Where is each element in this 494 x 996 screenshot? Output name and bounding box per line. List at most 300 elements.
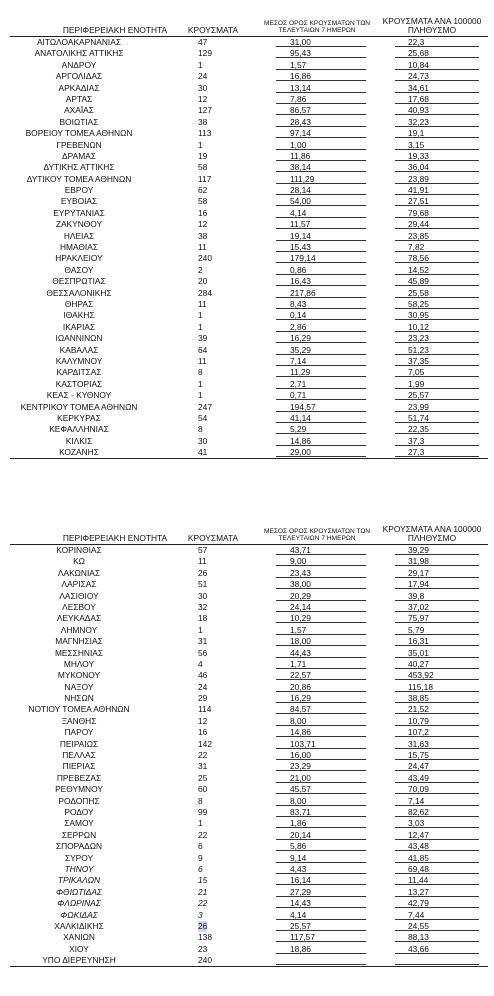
cases-cell: 51 (198, 579, 208, 590)
region-name-cell: ΕΒΡΟΥ (64, 185, 94, 196)
per100k-cell: 45,89 (395, 276, 479, 286)
table-row (10, 739, 488, 750)
avg7-cell: 24,14 (276, 602, 366, 612)
avg7-cell: 217,86 (276, 288, 366, 298)
table-row (10, 875, 488, 886)
avg7-cell: 9,00 (276, 556, 366, 566)
per100k-cell: 7,14 (395, 796, 479, 806)
per100k-cell: 3,15 (395, 140, 479, 150)
avg7-cell: 28,14 (276, 185, 366, 195)
cases-cell: 22 (198, 898, 208, 909)
region-name-cell: ΚΙΛΚΙΣ (65, 435, 93, 446)
table-row (10, 910, 488, 921)
cases-cell: 8 (198, 795, 203, 806)
region-name-cell: ΧΑΝΙΩΝ (63, 932, 95, 943)
region-name-cell: ΠΑΡΟΥ (64, 727, 94, 738)
cases-cell: 1 (198, 321, 203, 332)
avg7-cell: 86,57 (276, 105, 366, 115)
cases-cell: 16 (198, 727, 208, 738)
avg7-cell: 41,14 (276, 413, 366, 423)
avg7-cell: 16,00 (276, 750, 366, 760)
cases-table-part-1 (10, 0, 488, 459)
avg7-cell: 4,14 (276, 208, 366, 218)
cases-cell: 22 (198, 829, 208, 840)
avg7-cell: 7,86 (276, 94, 366, 104)
avg7-cell: 83,71 (276, 807, 366, 817)
per100k-cell: 37,35 (395, 356, 479, 366)
cases-table-part-2 (10, 508, 488, 967)
region-name-cell: ΑΙΤΩΛΟΑΚΑΡΝΑΝΙΑΣ (36, 37, 122, 47)
table-row (10, 568, 488, 579)
avg7-cell (276, 955, 366, 965)
region-name-cell: ΜΑΓΝΗΣΙΑΣ (55, 636, 103, 647)
avg7-cell: 9,14 (276, 853, 366, 863)
cases-cell: 3 (198, 909, 203, 920)
avg7-cell: 18,00 (276, 636, 366, 646)
region-name-cell: ΜΗΛΟΥ (63, 658, 95, 669)
table-row (10, 94, 488, 105)
region-name-cell: ΚΕΦΑΛΛΗΝΙΑΣ (49, 424, 109, 435)
avg7-cell: 11,57 (276, 219, 366, 229)
per100k-cell: 70,09 (395, 784, 479, 794)
region-name-cell: ΑΡΤΑΣ (65, 93, 93, 104)
per100k-cell: 32,23 (395, 117, 479, 127)
region-name-cell: ΚΟΖΑΝΗΣ (59, 447, 99, 458)
table-row (10, 162, 488, 173)
cases-cell: 6 (198, 841, 203, 852)
avg7-cell: 14,86 (276, 727, 366, 737)
cases-cell: 23 (198, 943, 208, 954)
per100k-cell: 23,85 (395, 231, 479, 241)
avg7-cell: 1,00 (276, 140, 366, 150)
avg7-cell: 84,57 (276, 704, 366, 714)
cases-cell: 18 (198, 613, 208, 624)
table-row (10, 807, 488, 818)
avg7-cell: 2,71 (276, 379, 366, 389)
per100k-cell: 13,27 (395, 887, 479, 897)
table-row (10, 670, 488, 681)
table-row (10, 796, 488, 807)
table-row (10, 659, 488, 670)
cases-cell: 4 (198, 658, 203, 669)
cases-cell: 31 (198, 761, 208, 772)
cases-cell: 57 (198, 545, 208, 555)
table-row (10, 310, 488, 321)
avg7-cell: 1,86 (276, 818, 366, 828)
cases-cell: 26 (198, 567, 208, 578)
cases-cell: 16 (198, 207, 208, 218)
table-row (10, 818, 488, 829)
per100k-cell: 27,51 (395, 196, 479, 206)
cases-cell: 114 (198, 704, 212, 715)
avg7-cell: 31,00 (276, 37, 366, 47)
per100k-cell: 78,56 (395, 253, 479, 263)
table-body (10, 36, 488, 459)
table-row (10, 750, 488, 761)
cases-cell: 41 (198, 447, 208, 458)
region-name-cell: ΚΕΡΚΥΡΑΣ (57, 412, 101, 423)
avg7-cell: 8,43 (276, 299, 366, 309)
region-name-cell: ΛΕΣΒΟΥ (62, 601, 96, 612)
cases-cell: 21 (198, 886, 208, 897)
table-row (10, 231, 488, 242)
table-row (10, 556, 488, 567)
per100k-column-header: ΚΡΟΥΣΜΑΤΑ ΑΝΑ 100000 ΠΛΗΘΥΣΜΟ (382, 524, 482, 544)
region-name-cell: ΓΡΕΒΕΝΩΝ (56, 139, 102, 150)
table-row (10, 830, 488, 841)
region-name-cell: ΑΡΚΑΔΙΑΣ (58, 82, 100, 93)
per100k-cell: 10,84 (395, 60, 479, 70)
per100k-cell (395, 955, 479, 965)
region-name-cell: ΕΥΒΟΙΑΣ (60, 196, 98, 207)
avg7-cell: 111,29 (276, 174, 366, 184)
per100k-cell: 43,48 (395, 841, 479, 851)
avg7-cell: 1,57 (276, 60, 366, 70)
avg7-cell: 5,86 (276, 841, 366, 851)
per100k-cell: 14,52 (395, 265, 479, 275)
avg7-cell: 179,14 (276, 253, 366, 263)
region-name-cell: ΙΘΑΚΗΣ (63, 310, 95, 321)
cases-cell: 129 (198, 48, 212, 59)
per100k-cell: 5,79 (395, 625, 479, 635)
cases-cell: 240 (198, 253, 212, 264)
table-row (10, 613, 488, 624)
per100k-cell: 37,02 (395, 602, 479, 612)
table-row (10, 83, 488, 94)
region-name-cell: ΘΕΣΣΑΛΟΝΙΚΗΣ (46, 287, 112, 298)
region-column-header: ΠΕΡΙΦΕΡΕΙΑΚΗ ΕΝΟΤΗΤΑ (62, 25, 168, 36)
cases-cell: 1 (198, 59, 203, 70)
avg7-cell: 16,29 (276, 693, 366, 703)
per100k-cell: 39,29 (395, 545, 479, 555)
cases-cell: 24 (198, 71, 208, 82)
table-row (10, 356, 488, 367)
table-row (10, 219, 488, 230)
region-name-cell: ΧΙΟΥ (69, 943, 89, 954)
per100k-cell: 24,47 (395, 761, 479, 771)
cases-column-header: ΚΡΟΥΣΜΑΤΑ (187, 533, 239, 544)
avg7-cell: 16,29 (276, 333, 366, 343)
cases-cell: 25 (198, 772, 208, 783)
cases-cell: 22 (198, 750, 208, 761)
region-name-cell: ΣΕΡΡΩΝ (61, 829, 97, 840)
per100k-cell: 75,97 (395, 613, 479, 623)
cases-cell: 19 (198, 150, 208, 161)
region-name-cell: ΦΩΚΙΔΑΣ (60, 909, 98, 920)
table-row (10, 921, 488, 932)
per100k-cell: 19,1 (395, 128, 479, 138)
per100k-cell: 24,73 (395, 71, 479, 81)
per100k-cell: 12,47 (395, 830, 479, 840)
table-row (10, 128, 488, 139)
table-row (10, 208, 488, 219)
avg7-cell: 38,00 (276, 579, 366, 589)
region-name-cell: ΗΛΕΙΑΣ (63, 230, 95, 241)
table-row (10, 436, 488, 447)
region-name-cell: ΣΑΜΟΥ (64, 818, 94, 829)
region-name-cell: ΜΕΣΣΗΝΙΑΣ (54, 647, 104, 658)
region-name-cell: ΛΑΚΩΝΙΑΣ (57, 567, 101, 578)
per100k-cell: 25,58 (395, 288, 479, 298)
region-name-cell: ΣΠΟΡΑΔΩΝ (55, 841, 103, 852)
cases-cell: 8 (198, 424, 203, 435)
per100k-cell: 453,92 (395, 670, 479, 680)
avg7-cell: 11,86 (276, 151, 366, 161)
cases-cell: 26 (198, 920, 208, 931)
avg7-cell: 8,00 (276, 716, 366, 726)
region-name-cell: ΚΟΡΙΝΘΙΑΣ (56, 545, 102, 555)
table-row (10, 276, 488, 287)
avg7-cell: 0,71 (276, 390, 366, 400)
region-name-cell: ΑΝΑΤΟΛΙΚΗΣ ΑΤΤΙΚΗΣ (34, 48, 124, 59)
region-name-cell: ΛΕΥΚΑΔΑΣ (56, 613, 102, 624)
per100k-cell: 40,27 (395, 659, 479, 669)
table-row (10, 625, 488, 636)
avg7-cell: 4,14 (276, 910, 366, 920)
region-name-cell: ΔΥΤΙΚΗΣ ΑΤΤΙΚΗΣ (43, 162, 115, 173)
cases-cell: 11 (198, 355, 207, 366)
table-row (10, 841, 488, 852)
cases-cell: 60 (198, 784, 208, 795)
avg7-cell: 117,57 (276, 932, 366, 942)
region-name-cell: ΣΥΡΟΥ (64, 852, 94, 863)
avg7-column-header: ΜΕΣΟΣ ΟΡΟΣ ΚΡΟΥΣΜΑΤΩΝ ΤΩΝ ΤΕΛΕΥΤΑΙΩΝ 7 ΗΜΕΡΩΝ (263, 528, 371, 543)
cases-cell: 31 (198, 636, 208, 647)
region-name-cell: ΞΑΝΘΗΣ (61, 715, 97, 726)
cases-cell: 47 (198, 37, 208, 47)
per100k-cell: 1,99 (395, 379, 479, 389)
region-name-cell: ΒΟΙΩΤΙΑΣ (59, 116, 99, 127)
cases-cell: 15 (198, 875, 208, 886)
per100k-cell: 7,82 (395, 242, 479, 252)
avg7-cell: 18,86 (276, 944, 366, 954)
table-row (10, 345, 488, 356)
per100k-cell: 7,44 (395, 910, 479, 920)
avg7-cell: 1,57 (276, 625, 366, 635)
table-row (10, 253, 488, 264)
avg7-cell: 1,71 (276, 659, 366, 669)
region-name-cell: ΚΑΣΤΟΡΙΑΣ (55, 378, 103, 389)
avg7-cell: 194,57 (276, 402, 366, 412)
cases-cell: 12 (198, 93, 208, 104)
table-row (10, 704, 488, 715)
region-name-cell: ΚΩ (73, 556, 85, 567)
region-name-cell: ΛΑΡΙΣΑΣ (61, 579, 97, 590)
cases-cell: 12 (198, 219, 208, 230)
avg7-cell: 23,43 (276, 568, 366, 578)
cases-column-header: ΚΡΟΥΣΜΑΤΑ (187, 25, 239, 36)
per100k-cell: 31,63 (395, 739, 479, 749)
table-row (10, 955, 488, 967)
table-row (10, 105, 488, 116)
region-name-cell: ΗΡΑΚΛΕΙΟΥ (55, 253, 103, 264)
cases-cell: 99 (198, 806, 208, 817)
table-row (10, 898, 488, 909)
table-row (10, 716, 488, 727)
region-name-cell: ΠΕΙΡΑΙΩΣ (59, 738, 99, 749)
region-name-cell: ΝΟΤΙΟΥ ΤΟΜΕΑ ΑΘΗΝΩΝ (28, 704, 130, 715)
avg7-cell: 20,14 (276, 830, 366, 840)
table-row (10, 60, 488, 71)
cases-cell: 11 (198, 242, 207, 253)
per100k-cell: 19,33 (395, 151, 479, 161)
region-name-cell: ΘΗΡΑΣ (64, 298, 94, 309)
region-name-cell: ΤΗΝΟΥ (64, 863, 94, 874)
avg7-cell: 38,14 (276, 162, 366, 172)
cases-cell: 11 (198, 298, 207, 309)
per100k-cell: 41,85 (395, 853, 479, 863)
cases-cell: 38 (198, 116, 208, 127)
cases-cell: 1 (198, 378, 203, 389)
per100k-cell: 40,93 (395, 105, 479, 115)
table-row (10, 288, 488, 299)
cases-cell: 38 (198, 230, 208, 241)
per100k-cell: 35,01 (395, 648, 479, 658)
table-row (10, 379, 488, 390)
table-row (10, 299, 488, 310)
avg7-cell: 43,71 (276, 545, 366, 555)
per100k-cell: 3,03 (395, 818, 479, 828)
table-header (10, 0, 488, 36)
avg7-cell: 14,43 (276, 898, 366, 908)
region-name-cell: ΚΑΡΔΙΤΣΑΣ (56, 367, 102, 378)
region-name-cell: ΘΑΣΟΥ (64, 264, 94, 275)
per100k-cell: 51,23 (395, 345, 479, 355)
region-name-cell: ΠΕΛΛΑΣ (62, 750, 96, 761)
avg7-cell: 54,00 (276, 196, 366, 206)
avg7-cell: 7,14 (276, 356, 366, 366)
cases-cell: 6 (198, 863, 203, 874)
table-header (10, 508, 488, 544)
table-row (10, 579, 488, 590)
region-name-cell: ΤΡΙΚΑΛΩΝ (57, 875, 101, 886)
per100k-cell: 43,66 (395, 944, 479, 954)
cases-cell: 30 (198, 82, 208, 93)
cases-cell: 62 (198, 185, 208, 196)
per100k-cell: 79,68 (395, 208, 479, 218)
per100k-column-header: ΚΡΟΥΣΜΑΤΑ ΑΝΑ 100000 ΠΛΗΘΥΣΜΟ (382, 16, 482, 36)
table-row (10, 185, 488, 196)
region-name-cell: ΠΙΕΡΙΑΣ (62, 761, 96, 772)
per100k-cell: 17,68 (395, 94, 479, 104)
per100k-cell: 23,89 (395, 174, 479, 184)
table-row (10, 333, 488, 344)
region-name-cell: ΑΡΓΟΛΙΔΑΣ (55, 71, 103, 82)
region-name-cell: ΙΚΑΡΙΑΣ (62, 321, 96, 332)
table-row (10, 693, 488, 704)
table-row (10, 447, 488, 458)
per100k-cell: 42,79 (395, 898, 479, 908)
per100k-cell: 11,44 (395, 875, 479, 885)
cases-cell: 12 (198, 715, 208, 726)
avg7-column-header: ΜΕΣΟΣ ΟΡΟΣ ΚΡΟΥΣΜΑΤΩΝ ΤΩΝ ΤΕΛΕΥΤΑΙΩΝ 7 ΗΜΕΡΩΝ (263, 20, 371, 35)
per100k-cell: 30,95 (395, 310, 479, 320)
cases-cell: 1 (198, 818, 203, 829)
cases-cell: 30 (198, 435, 208, 446)
region-name-cell: ΕΥΡΥΤΑΝΙΑΣ (53, 207, 105, 218)
cases-cell: 1 (198, 139, 203, 150)
per100k-cell: 31,98 (395, 556, 479, 566)
per100k-cell: 41,91 (395, 185, 479, 195)
table-row (10, 242, 488, 253)
region-name-cell: ΔΡΑΜΑΣ (62, 150, 96, 161)
per100k-cell: 24,55 (395, 921, 479, 931)
cases-cell: 20 (198, 276, 208, 287)
table-row (10, 140, 488, 151)
cases-cell: 29 (198, 693, 208, 704)
per100k-cell: 17,94 (395, 579, 479, 589)
table-row (10, 784, 488, 795)
per100k-cell: 15,75 (395, 750, 479, 760)
cases-cell: 11 (198, 556, 207, 567)
per100k-cell: 27,3 (395, 447, 479, 457)
table-row (10, 413, 488, 424)
table-row (10, 117, 488, 128)
avg7-cell: 4,43 (276, 864, 366, 874)
per100k-cell: 36,04 (395, 162, 479, 172)
table-row (10, 174, 488, 185)
region-name-cell: ΘΕΣΠΡΩΤΙΑΣ (52, 276, 106, 287)
table-row (10, 390, 488, 401)
cases-cell: 1 (198, 310, 203, 321)
avg7-cell: 20,29 (276, 591, 366, 601)
per100k-cell: 10,79 (395, 716, 479, 726)
avg7-cell: 22,57 (276, 670, 366, 680)
region-name-cell: ΔΥΤΙΚΟΥ ΤΟΜΕΑ ΑΘΗΝΩΝ (26, 173, 132, 184)
table-row (10, 265, 488, 276)
table-row (10, 944, 488, 955)
region-name-cell: ΦΛΩΡΙΝΑΣ (57, 898, 101, 909)
cases-cell: 117 (198, 173, 212, 184)
table-row (10, 853, 488, 864)
per100k-cell: 25,68 (395, 48, 479, 58)
table-row (10, 37, 488, 48)
cases-cell: 127 (198, 105, 212, 116)
cases-cell: 32 (198, 601, 208, 612)
avg7-cell: 16,14 (276, 875, 366, 885)
per100k-cell: 51,74 (395, 413, 479, 423)
per100k-cell: 43,49 (395, 773, 479, 783)
region-name-cell: ΛΗΜΝΟΥ (60, 624, 98, 635)
avg7-cell: 23,29 (276, 761, 366, 771)
region-name-cell: ΡΟΔΟΠΗΣ (58, 795, 100, 806)
avg7-cell: 2,86 (276, 322, 366, 332)
cases-cell: 142 (198, 738, 212, 749)
table-row (10, 48, 488, 59)
region-name-cell: ΑΝΔΡΟΥ (61, 59, 97, 70)
per100k-cell: 82,62 (395, 807, 479, 817)
table-row (10, 402, 488, 413)
avg7-cell: 11,29 (276, 367, 366, 377)
region-name-cell: ΝΗΣΩΝ (64, 693, 94, 704)
region-name-cell: ΡΕΘΥΜΝΟΥ (55, 784, 103, 795)
region-name-cell: ΚΑΛΥΜΝΟΥ (55, 355, 103, 366)
cases-cell: 138 (198, 932, 212, 943)
table-row (10, 773, 488, 784)
per100k-cell: 37,3 (395, 436, 479, 446)
table-row (10, 151, 488, 162)
per100k-cell: 58,25 (395, 299, 479, 309)
table-row (10, 727, 488, 738)
table-row (10, 322, 488, 333)
table-row (10, 367, 488, 378)
avg7-cell: 10,29 (276, 613, 366, 623)
region-name-cell: ΛΑΣΙΘΙΟΥ (59, 590, 99, 601)
per100k-cell: 115,18 (395, 682, 479, 692)
table-row (10, 682, 488, 693)
avg7-cell: 0,86 (276, 265, 366, 275)
region-name-cell: ΚΑΒΑΛΑΣ (59, 344, 99, 355)
